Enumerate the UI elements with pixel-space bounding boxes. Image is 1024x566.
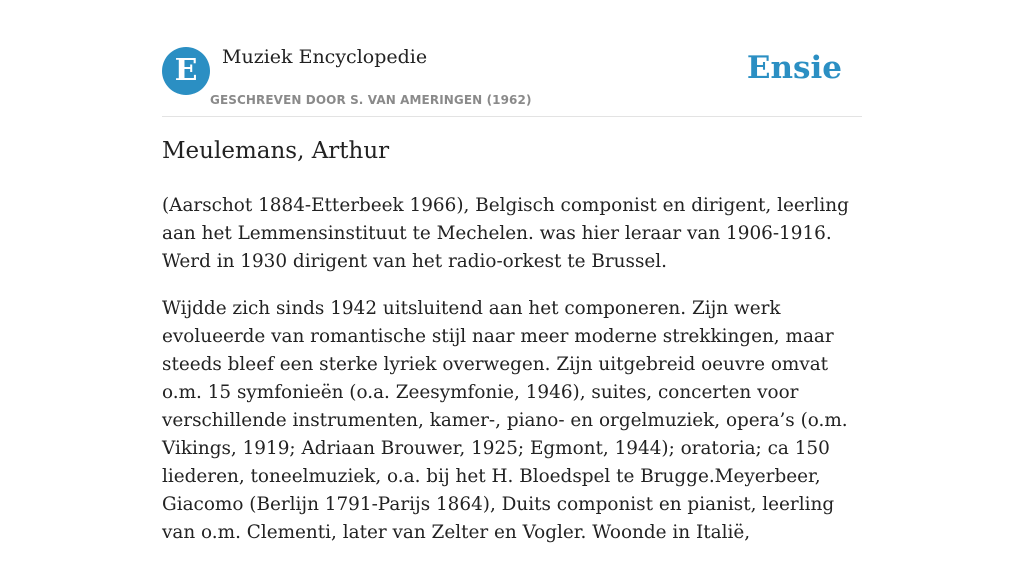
article-paragraph: (Aarschot 1884-Etterbeek 1966), Belgisch componist en dirigent, leerling aan het Lemmensinstituut te Mechelen. was hier leraar van 1906-1916. Werd in 1930 dirigent van het radio-orkest te Brussel. <box>162 195 849 272</box>
site-logo[interactable] <box>162 47 210 95</box>
site-title[interactable]: Muziek Encyclopedie <box>222 46 428 68</box>
article-paragraph: Wijdde zich sinds 1942 uitsluitend aan het componeren. Zijn werk evolueerde van romantische stijl naar meer moderne strekkingen, maar steeds bleef een sterke lyriek overwegen. Zijn uitgebreid oeuvre omvat o.m. 15 symfonieën (o.a. Zeesymfonie, 1946), suites, concerten voor verschillende instrumenten, kamer-, piano- en orgelmuziek, opera’s (o.m. Vikings, 1919; Adriaan Brouwer, 1925; Egmont, 1944); oratoria; ca 150 liederen, toneelmuziek, o.a. bij het H. Bloedspel te Brugge.Meyerbeer, Giacomo (Berlijn 1791-Parijs 1864), Duits componist en pianist, leerling van o.m. Clementi, later van Zelter en Vogler. Woonde in Italië, <box>162 298 848 543</box>
brand-logo-ensie[interactable]: Ensie <box>746 50 842 86</box>
header <box>162 46 862 117</box>
author-byline: GESCHREVEN DOOR S. VAN AMERINGEN (1962) <box>210 93 532 107</box>
article-body <box>162 192 862 566</box>
article-title: Meulemans, Arthur <box>162 138 390 164</box>
logo-letter: E <box>174 53 198 88</box>
